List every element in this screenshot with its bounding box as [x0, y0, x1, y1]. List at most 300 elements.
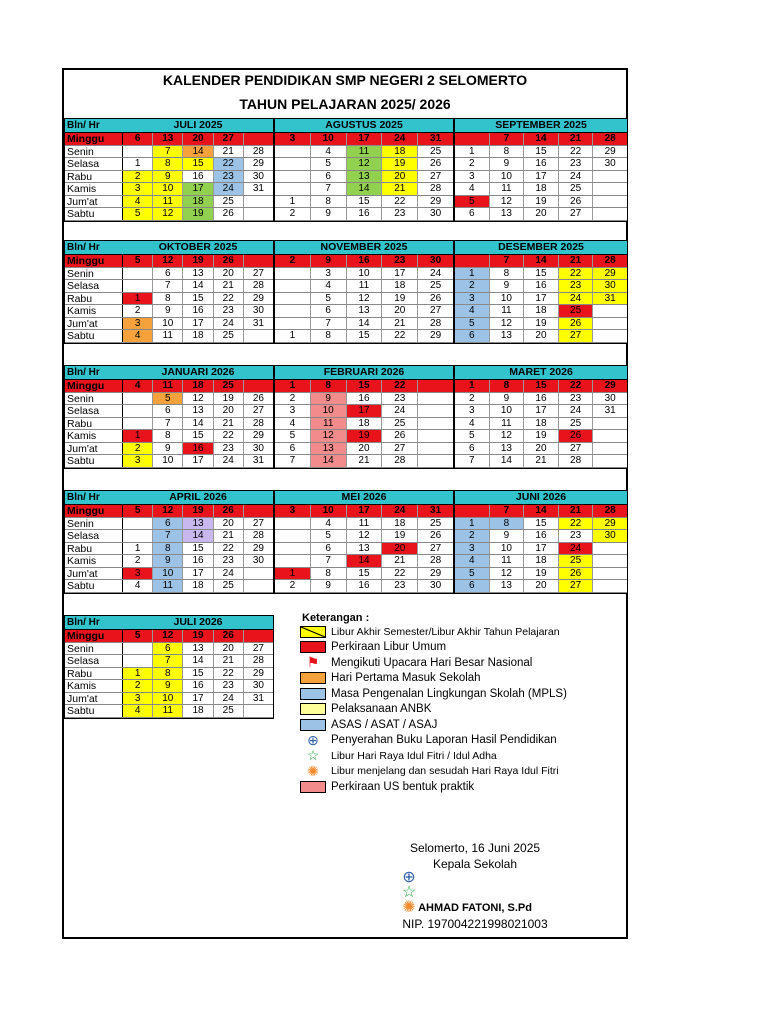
day-cell: 25: [214, 380, 244, 392]
month-header: [455, 491, 627, 505]
day-cell: 20: [524, 443, 559, 455]
day-row: [65, 418, 273, 431]
day-cell: 9: [153, 680, 183, 692]
day-cell: 12: [153, 505, 183, 517]
legend-item: [300, 702, 610, 718]
day-row: [275, 280, 453, 293]
day-cell: 6: [153, 643, 183, 655]
day-cell: 1: [455, 518, 490, 530]
day-cell: [593, 568, 627, 580]
day-cell: 4: [455, 418, 490, 430]
day-cell: 9: [490, 530, 525, 542]
day-cell: 14: [183, 418, 213, 430]
day-cell: 24: [559, 543, 594, 555]
day-cell: 4: [455, 555, 490, 567]
day-cell: 4: [123, 705, 153, 717]
day-cell: 15: [347, 380, 383, 392]
month-header: [65, 241, 273, 255]
month-name: OKTOBER 2025: [158, 241, 238, 253]
day-cell: 25: [559, 305, 594, 317]
day-cell: 26: [430, 530, 442, 541]
day-cell: 2: [123, 555, 153, 567]
day-cell: [123, 518, 153, 530]
day-cell: [593, 318, 627, 330]
day-cell: 4: [455, 183, 490, 195]
day-cell: 22: [382, 330, 418, 342]
day-row: [65, 158, 273, 171]
sunday-row: [455, 133, 627, 146]
day-cell: 7: [311, 183, 347, 195]
month-name: APRIL 2026: [169, 491, 227, 503]
day-cell: 7: [275, 455, 311, 467]
day-cell: 25: [559, 555, 594, 567]
day-cell: 19: [524, 430, 559, 442]
day-cell: [123, 643, 153, 655]
day-cell: 19: [524, 196, 559, 208]
day-cell: 9: [311, 393, 347, 405]
day-cell: 15: [347, 330, 383, 342]
day-row: [455, 330, 627, 343]
day-cell: 18: [347, 418, 383, 430]
day-cell: [244, 196, 273, 208]
legend-item: [300, 717, 610, 733]
day-cell: [244, 568, 273, 580]
day-cell: 7: [153, 280, 183, 292]
day-cell: 18: [183, 380, 213, 392]
day-cell: 10: [153, 455, 183, 467]
day-cell: 11: [490, 183, 525, 195]
day-cell: 27: [252, 267, 264, 279]
sunday-row: [65, 630, 273, 643]
sunday-row: [65, 505, 273, 518]
day-name: Selasa: [65, 280, 123, 292]
day-cell: 5: [275, 430, 311, 442]
day-cell: 13: [490, 580, 525, 592]
month-maret-2026: [454, 365, 628, 469]
day-cell: [593, 171, 627, 183]
legend-text: Masa Pengenalan Lingkungan Skolah (MPLS): [331, 687, 567, 700]
day-cell: 13: [183, 518, 213, 530]
day-cell: 22: [214, 668, 244, 680]
day-cell: 3: [275, 133, 311, 145]
day-cell: 1: [123, 293, 153, 305]
day-cell: 19: [183, 255, 213, 267]
day-cell: 15: [524, 268, 559, 280]
day-cell: [123, 146, 153, 158]
day-cell: [593, 580, 627, 592]
day-cell: 27: [430, 170, 442, 182]
day-cell: 9: [490, 158, 525, 170]
day-cell: 21: [559, 255, 594, 267]
day-cell: 22: [559, 518, 594, 530]
day-cell: 29: [604, 380, 616, 391]
day-row: [65, 530, 273, 543]
day-cell: 18: [382, 146, 418, 158]
day-cell: 19: [183, 208, 213, 220]
day-name: Sabtu: [65, 330, 123, 342]
day-cell: 5: [123, 255, 153, 267]
day-cell: 25: [559, 183, 594, 195]
day-row: [455, 518, 627, 531]
day-cell: 22: [214, 543, 244, 555]
day-cell: 23: [214, 171, 244, 183]
day-row: [65, 668, 273, 681]
month-header: [275, 119, 453, 133]
day-cell: 15: [183, 543, 213, 555]
day-row: [275, 530, 453, 543]
day-cell: [123, 393, 153, 405]
day-cell: 11: [347, 146, 383, 158]
day-cell: 29: [593, 268, 627, 280]
day-cell: 6: [311, 543, 347, 555]
day-row: [65, 455, 273, 468]
day-cell: 11: [153, 196, 183, 208]
day-cell: 25: [214, 330, 244, 342]
day-cell: 20: [382, 543, 418, 555]
day-cell: 11: [490, 305, 525, 317]
day-row: [455, 146, 627, 159]
day-cell: 5: [455, 318, 490, 330]
legend-item: [300, 733, 610, 749]
day-cell: 10: [153, 693, 183, 705]
day-row: [65, 518, 273, 531]
day-cell: 3: [311, 268, 347, 280]
day-row: [65, 568, 273, 581]
day-cell: 23: [559, 393, 594, 405]
globe-icon: ⊕: [402, 869, 416, 886]
day-cell: 1: [275, 196, 311, 208]
day-row: [65, 208, 273, 221]
day-cell: 25: [430, 145, 442, 157]
day-cell: 7: [490, 255, 525, 267]
day-cell: 31: [252, 317, 264, 329]
day-cell: 1: [455, 380, 490, 392]
day-cell: 30: [604, 158, 616, 169]
day-cell: 24: [382, 133, 418, 145]
day-cell: 4: [455, 305, 490, 317]
day-cell: 27: [252, 642, 264, 654]
day-row: [65, 643, 273, 656]
day-cell: 20: [382, 171, 418, 183]
day-cell: 27: [559, 443, 594, 455]
month-header: [65, 119, 273, 133]
day-cell: [244, 705, 273, 717]
day-cell: [275, 555, 311, 567]
day-cell: 17: [347, 133, 383, 145]
day-row: [65, 293, 273, 306]
legend-title: Keterangan :: [302, 612, 370, 624]
day-cell: 25: [559, 418, 594, 430]
month-header: [455, 366, 627, 380]
day-cell: 5: [311, 293, 347, 305]
day-cell: 1: [455, 268, 490, 280]
day-cell: 24: [214, 693, 244, 705]
day-cell: 19: [183, 505, 213, 517]
legend-text: Libur Akhir Semester/Libur Akhir Tahun Pelajaran: [331, 625, 560, 638]
month-juni-2026: [454, 490, 628, 594]
day-cell: 11: [153, 380, 183, 392]
day-row: [455, 293, 627, 306]
day-cell: 17: [524, 171, 559, 183]
day-row: [65, 393, 273, 406]
day-cell: 27: [559, 580, 594, 592]
day-row: [65, 196, 273, 209]
day-name: Jum'at: [65, 318, 123, 330]
day-cell: 2: [123, 171, 153, 183]
day-cell: 27: [430, 542, 442, 554]
day-cell: 26: [559, 568, 594, 580]
day-cell: 1: [123, 668, 153, 680]
color-swatch: [300, 781, 326, 793]
day-row: [65, 543, 273, 556]
day-cell: 12: [490, 430, 525, 442]
day-cell: [244, 580, 273, 592]
day-cell: [593, 418, 627, 430]
day-cell: 25: [430, 280, 442, 291]
day-row: [455, 158, 627, 171]
day-cell: 29: [252, 667, 264, 679]
month-header: [275, 491, 453, 505]
month-header: [65, 366, 273, 380]
day-cell: 3: [455, 293, 490, 305]
day-cell: [418, 380, 453, 392]
month-name: FEBRUARI 2026: [323, 366, 405, 378]
day-name: Rabu: [65, 543, 123, 555]
legend-item: [300, 764, 610, 780]
day-row: [65, 680, 273, 693]
day-cell: 9: [311, 255, 347, 267]
day-cell: 10: [153, 568, 183, 580]
day-name: Minggu: [65, 255, 123, 267]
day-cell: 13: [183, 643, 213, 655]
month-name: JUNI 2026: [515, 491, 567, 503]
day-cell: 24: [559, 405, 594, 417]
day-cell: 26: [559, 430, 594, 442]
day-cell: 10: [347, 268, 383, 280]
day-cell: [275, 318, 311, 330]
sunday-row: [275, 505, 453, 518]
day-row: [455, 418, 627, 431]
signer-position: Kepala Sekolah: [432, 857, 518, 871]
day-cell: 16: [183, 305, 213, 317]
day-name: Kamis: [65, 305, 123, 317]
day-cell: 19: [382, 293, 418, 305]
day-cell: [244, 380, 273, 392]
day-name: Sabtu: [65, 455, 123, 467]
day-cell: 23: [214, 680, 244, 692]
day-cell: 12: [153, 255, 183, 267]
day-row: [275, 208, 453, 221]
day-name: Jum'at: [65, 196, 123, 208]
day-cell: 8: [490, 380, 525, 392]
day-cell: 15: [347, 568, 383, 580]
day-cell: 3: [275, 405, 311, 417]
day-cell: [123, 530, 153, 542]
day-cell: 16: [183, 680, 213, 692]
day-cell: 15: [183, 668, 213, 680]
day-cell: 23: [382, 580, 418, 592]
day-cell: 1: [275, 380, 311, 392]
day-cell: 3: [123, 693, 153, 705]
day-row: [275, 518, 453, 531]
day-cell: [593, 543, 627, 555]
day-cell: 7: [455, 455, 490, 467]
day-cell: [244, 208, 273, 220]
day-cell: [244, 133, 273, 145]
day-cell: [455, 505, 490, 517]
day-cell: 23: [559, 280, 594, 292]
day-cell: 10: [490, 405, 525, 417]
day-cell: [593, 555, 627, 567]
day-cell: [275, 543, 311, 555]
day-cell: 4: [123, 196, 153, 208]
day-name: Minggu: [65, 505, 123, 517]
day-cell: 21: [382, 555, 418, 567]
day-cell: 15: [524, 380, 559, 392]
day-cell: 18: [524, 305, 559, 317]
day-row: [65, 146, 273, 159]
day-cell: 17: [183, 318, 213, 330]
day-cell: 19: [524, 318, 559, 330]
day-cell: 17: [524, 543, 559, 555]
day-row: [65, 183, 273, 196]
day-cell: 8: [153, 668, 183, 680]
day-row: [275, 305, 453, 318]
bln-hr-label: Bln/ Hr: [67, 120, 100, 131]
day-cell: 24: [214, 183, 244, 195]
day-name: Jum'at: [65, 443, 123, 455]
legend-item: [300, 779, 610, 795]
day-cell: 24: [382, 405, 418, 417]
day-cell: 18: [524, 555, 559, 567]
day-cell: 10: [490, 543, 525, 555]
day-cell: 21: [214, 530, 244, 542]
color-swatch: [300, 641, 326, 653]
day-row: [275, 455, 453, 468]
day-cell: 10: [311, 133, 347, 145]
color-swatch: [300, 672, 326, 684]
day-cell: 10: [311, 405, 347, 417]
day-name: Kamis: [65, 680, 123, 692]
day-row: [275, 318, 453, 331]
day-cell: 14: [311, 455, 347, 467]
day-row: [455, 280, 627, 293]
day-cell: 23: [559, 158, 594, 170]
day-row: [275, 268, 453, 281]
day-cell: [418, 418, 453, 430]
day-cell: 21: [524, 455, 559, 467]
day-cell: 26: [559, 196, 594, 208]
day-cell: 14: [347, 183, 383, 195]
day-cell: 5: [311, 530, 347, 542]
day-cell: 4: [123, 580, 153, 592]
day-cell: 6: [275, 443, 311, 455]
month-mei-2026: [274, 490, 454, 594]
day-cell: 9: [311, 580, 347, 592]
day-cell: 16: [347, 255, 383, 267]
day-cell: 18: [183, 580, 213, 592]
day-cell: 28: [430, 317, 442, 329]
day-cell: 4: [275, 418, 311, 430]
globe-icon: ⊕: [307, 731, 319, 748]
day-cell: 22: [214, 430, 244, 442]
day-cell: 11: [490, 418, 525, 430]
day-cell: 14: [524, 505, 559, 517]
day-cell: 19: [347, 430, 383, 442]
day-cell: 8: [153, 430, 183, 442]
day-cell: 7: [153, 530, 183, 542]
day-name: Rabu: [65, 171, 123, 183]
day-cell: 23: [214, 443, 244, 455]
month-name: AGUSTUS 2025: [325, 119, 403, 131]
month-agustus-2025: [274, 118, 454, 222]
day-cell: 14: [183, 280, 213, 292]
legend-text: Perkiraan Libur Umum: [331, 641, 447, 654]
day-cell: 22: [559, 380, 594, 392]
month-april-2026: [64, 490, 274, 594]
day-cell: 12: [153, 630, 183, 642]
day-cell: 4: [311, 280, 347, 292]
day-cell: 12: [311, 430, 347, 442]
day-cell: 20: [382, 305, 418, 317]
day-cell: 22: [214, 293, 244, 305]
day-cell: 25: [214, 196, 244, 208]
sunday-row: [455, 255, 627, 268]
day-cell: 30: [252, 305, 264, 316]
day-row: [275, 171, 453, 184]
day-cell: 28: [430, 555, 442, 566]
day-cell: 13: [347, 543, 383, 555]
day-cell: 2: [275, 393, 311, 405]
day-row: [455, 183, 627, 196]
day-row: [275, 418, 453, 431]
day-cell: 5: [455, 568, 490, 580]
day-cell: 11: [347, 280, 383, 292]
day-cell: 26: [559, 318, 594, 330]
month-name: JULI 2025: [173, 119, 223, 131]
day-cell: [418, 393, 453, 405]
day-cell: 11: [153, 705, 183, 717]
day-row: [65, 655, 273, 668]
day-cell: 4: [311, 146, 347, 158]
day-cell: 27: [382, 443, 418, 455]
day-cell: 8: [311, 380, 347, 392]
legend-item: [300, 671, 610, 687]
day-cell: 2: [455, 158, 490, 170]
legend-text: Libur Hari Raya Idul Fitri / Idul Adha: [331, 749, 497, 762]
day-cell: [418, 455, 453, 467]
day-row: [455, 305, 627, 318]
day-cell: 27: [559, 208, 594, 220]
day-row: [455, 443, 627, 456]
day-cell: 28: [252, 417, 264, 429]
bln-hr-label: Bln/ Hr: [67, 617, 100, 628]
day-row: [275, 183, 453, 196]
day-cell: 24: [214, 318, 244, 330]
day-cell: 30: [430, 208, 442, 219]
legend-item: [300, 655, 610, 671]
day-cell: 16: [183, 555, 213, 567]
day-cell: 14: [524, 255, 559, 267]
day-cell: 9: [153, 305, 183, 317]
day-cell: 17: [524, 293, 559, 305]
day-name: Sabtu: [65, 580, 123, 592]
day-cell: 23: [214, 555, 244, 567]
day-cell: 2: [123, 443, 153, 455]
day-cell: 12: [490, 196, 525, 208]
day-cell: 27: [559, 330, 594, 342]
day-cell: 26: [214, 505, 244, 517]
